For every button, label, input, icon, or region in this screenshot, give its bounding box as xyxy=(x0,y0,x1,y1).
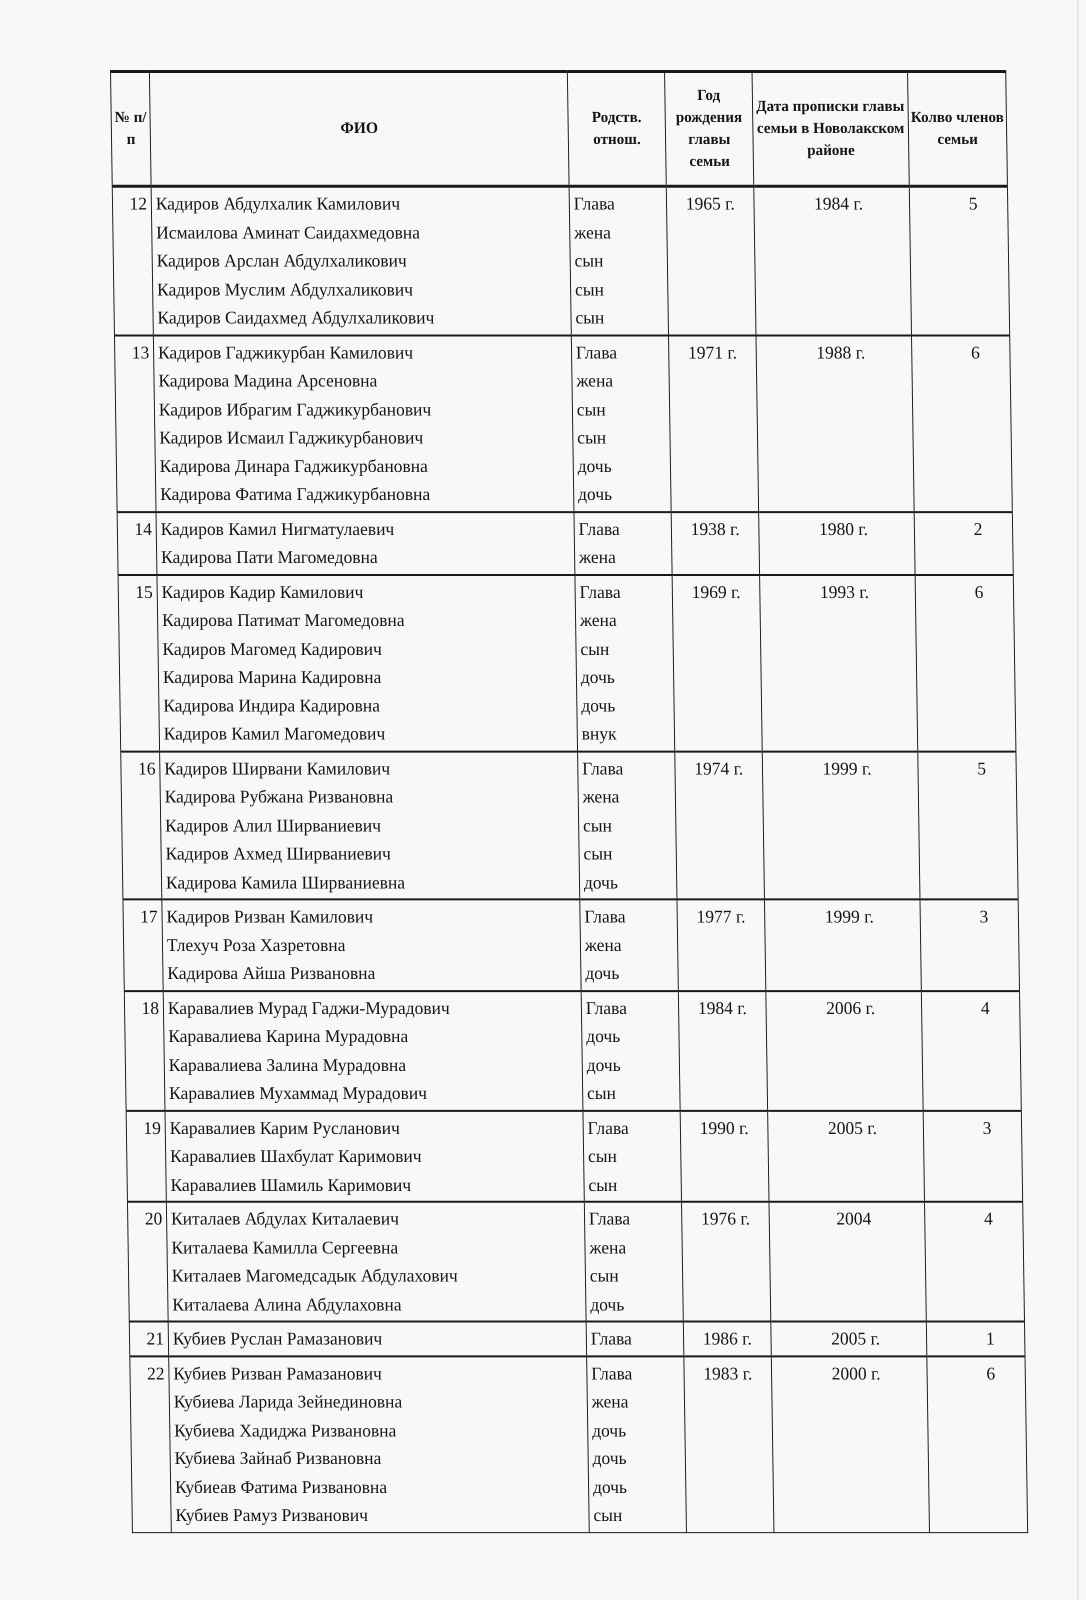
family-member-count: 3 xyxy=(923,1110,1023,1201)
member-relation: жена xyxy=(576,370,614,391)
header-row xyxy=(111,71,1008,186)
family-member-count: 1 xyxy=(926,1321,1025,1355)
member-name: Кадиров Муслим Абдулхаликович xyxy=(156,279,414,300)
family-row xyxy=(112,186,1009,335)
family-number: 17 xyxy=(123,899,163,990)
member-name: Кубиеав Фатима Ризвановна xyxy=(174,1476,388,1497)
member-name: Кадирова Мадина Арсеновна xyxy=(158,370,378,391)
head-birth-year: 1938 г. xyxy=(671,512,759,575)
head-registration-date: 1980 г. xyxy=(759,512,915,575)
head-birth-year: 1983 г. xyxy=(684,1356,774,1532)
head-registration-date: 1999 г. xyxy=(764,899,921,990)
family-number: 15 xyxy=(118,574,160,751)
member-name: Кадирова Динара Гаджикурбановна xyxy=(159,455,428,476)
family-row xyxy=(123,899,1020,990)
member-name: Каравалиева Залина Мурадовна xyxy=(168,1054,407,1075)
member-name: Кадиров Ризван Камилович xyxy=(166,906,374,927)
head-birth-year: 1965 г. xyxy=(666,186,756,335)
member-relation: Глава xyxy=(585,997,628,1018)
head-birth-year: 1986 г. xyxy=(683,1321,771,1355)
member-relation: Глава xyxy=(573,193,615,214)
member-name: Кадиров Арслан Абдулхаликович xyxy=(156,250,407,271)
member-name: Кадирова Марина Кадировна xyxy=(162,666,382,687)
member-relations xyxy=(578,751,677,899)
member-name: Кадиров Ширвани Камилович xyxy=(164,758,391,779)
member-relation: сын xyxy=(586,1082,617,1103)
member-name: Кадиров Камил Нигматулаевич xyxy=(160,518,395,539)
member-relations xyxy=(571,335,671,512)
member-relation: жена xyxy=(573,222,612,243)
family-row xyxy=(124,991,1021,1111)
family-row xyxy=(114,335,1012,512)
member-names xyxy=(156,512,575,575)
member-relations xyxy=(569,186,668,335)
family-row xyxy=(127,1202,1024,1322)
member-relations xyxy=(584,1202,683,1322)
member-name: Кадирова Фатима Гаджикурбановна xyxy=(159,484,431,505)
member-names xyxy=(160,751,580,899)
member-relation: Глава xyxy=(575,341,618,362)
header-member-count: Колво членов семьи xyxy=(908,71,1008,186)
member-names xyxy=(151,186,571,335)
member-relation: Глава xyxy=(588,1208,631,1229)
member-relation: сын xyxy=(574,279,605,300)
member-name: Каравалиев Шамиль Каримович xyxy=(170,1174,412,1195)
family-number: 12 xyxy=(112,186,153,335)
member-name: Киталаева Камилла Сергеевна xyxy=(171,1237,399,1258)
member-name: Кадиров Абдулхалик Камилович xyxy=(155,193,401,214)
head-birth-year: 1976 г. xyxy=(682,1202,771,1322)
member-relation: Глава xyxy=(584,906,626,927)
family-member-count: 6 xyxy=(927,1356,1028,1532)
head-registration-date: 1999 г. xyxy=(762,751,920,899)
table-header xyxy=(111,71,1008,186)
member-name: Кубиева Хадиджа Ризвановна xyxy=(174,1419,397,1440)
member-relation: сын xyxy=(575,307,605,328)
family-member-count: 4 xyxy=(921,991,1021,1111)
member-relation: Глава xyxy=(591,1362,633,1383)
member-relation: сын xyxy=(582,815,613,835)
member-relations xyxy=(583,1110,682,1201)
member-relations xyxy=(581,991,680,1111)
family-row xyxy=(129,1321,1025,1355)
head-birth-year: 1977 г. xyxy=(677,899,766,990)
family-number: 22 xyxy=(130,1356,172,1532)
member-relations xyxy=(587,1356,687,1532)
member-relation: жена xyxy=(589,1237,627,1258)
member-name: Кадирова Камила Ширваниевна xyxy=(165,871,406,892)
family-member-count: 6 xyxy=(915,574,1016,751)
member-name: Киталаева Алина Абдулаховна xyxy=(172,1294,402,1315)
header-no: № п/п xyxy=(111,71,152,186)
header-registration-date: Дата прописки главы семьи в Новолакском районе xyxy=(752,71,909,186)
member-relation: дочь xyxy=(586,1054,621,1075)
member-relation: Глава xyxy=(582,758,624,779)
member-relation: Глава xyxy=(587,1117,629,1138)
member-name: Кадирова Индира Кадировна xyxy=(163,695,381,716)
member-relation: дочь xyxy=(590,1294,625,1315)
head-registration-date: 1984 г. xyxy=(754,186,912,335)
head-registration-date: 2005 г. xyxy=(771,1321,927,1355)
member-name: Кадирова Рубжана Ризвановна xyxy=(164,786,394,807)
member-name: Каравалиев Карим Русланович xyxy=(169,1117,400,1138)
head-registration-date: 2000 г. xyxy=(771,1356,929,1532)
family-registry-table xyxy=(110,70,1028,1533)
family-number: 16 xyxy=(121,751,162,899)
table-body xyxy=(112,186,1027,1532)
family-number: 21 xyxy=(129,1321,168,1355)
member-relation: сын xyxy=(583,843,613,864)
member-name: Кадиров Кадир Камилович xyxy=(161,581,364,602)
member-relation: сын xyxy=(574,250,604,271)
head-birth-year: 1971 г. xyxy=(669,335,759,512)
member-relation: дочь xyxy=(585,963,620,984)
family-member-count: 5 xyxy=(909,186,1009,335)
member-relation: дочь xyxy=(592,1476,628,1497)
member-relation: жена xyxy=(591,1391,629,1412)
member-relation: жена xyxy=(578,547,616,568)
family-number: 14 xyxy=(117,512,157,575)
member-name: Исмаилова Аминат Саидахмедовна xyxy=(156,222,421,243)
member-name: Кадиров Алил Ширваниевич xyxy=(164,815,382,835)
member-relation: дочь xyxy=(577,455,612,476)
member-name: Кадиров Гаджикурбан Камилович xyxy=(157,341,414,362)
member-relations xyxy=(586,1321,684,1355)
member-names xyxy=(162,899,581,990)
member-relation: дочь xyxy=(591,1419,627,1440)
family-member-count: 5 xyxy=(918,751,1018,899)
member-names xyxy=(169,1356,590,1532)
family-number: 19 xyxy=(126,1110,166,1201)
header-birth-year: Год рождения главы семьи xyxy=(665,71,754,186)
member-relation: дочь xyxy=(577,484,613,505)
member-relation: дочь xyxy=(583,871,619,892)
member-name: Кадиров Саидахмед Абдулхаликович xyxy=(157,307,435,328)
family-number: 13 xyxy=(114,335,156,512)
family-row xyxy=(117,512,1013,575)
header-fio: ФИО xyxy=(149,71,569,186)
member-relations xyxy=(575,574,675,751)
family-row xyxy=(130,1356,1028,1532)
member-relation: сын xyxy=(593,1505,623,1526)
member-name: Киталаев Абдулах Киталаевич xyxy=(170,1208,400,1229)
family-member-count: 6 xyxy=(912,335,1013,512)
family-member-count: 4 xyxy=(925,1202,1025,1322)
member-names xyxy=(166,1202,586,1322)
head-registration-date: 1988 г. xyxy=(756,335,914,512)
head-birth-year: 1974 г. xyxy=(675,751,765,899)
page-edge xyxy=(1077,0,1079,1600)
member-name: Кадирова Пати Магомедовна xyxy=(160,547,378,568)
family-member-count: 2 xyxy=(914,512,1013,575)
member-relations xyxy=(574,512,672,575)
member-relations xyxy=(580,899,679,990)
member-names xyxy=(153,335,574,512)
head-registration-date: 2005 г. xyxy=(768,1110,925,1201)
member-relation: Глава xyxy=(578,518,620,539)
document-sheet xyxy=(110,70,1027,1533)
head-registration-date: 1993 г. xyxy=(760,574,918,751)
member-relation: внук xyxy=(581,723,617,744)
member-names xyxy=(157,574,578,751)
member-name: Кадиров Ахмед Ширваниевич xyxy=(165,843,392,864)
member-name: Каравалиев Шахбулат Каримович xyxy=(169,1145,422,1166)
family-number: 18 xyxy=(124,991,165,1111)
member-names xyxy=(163,991,583,1111)
member-name: Кубиева Ларида Зейнединовна xyxy=(173,1391,403,1412)
family-row xyxy=(121,751,1018,899)
member-relation: сын xyxy=(587,1145,618,1166)
head-birth-year: 1984 г. xyxy=(678,991,767,1111)
family-number: 20 xyxy=(127,1202,168,1322)
head-birth-year: 1969 г. xyxy=(672,574,762,751)
member-relation: дочь xyxy=(586,1026,621,1047)
member-relation: жена xyxy=(579,609,617,630)
member-relation: дочь xyxy=(581,695,616,716)
family-row xyxy=(118,574,1016,751)
head-registration-date: 2004 xyxy=(769,1202,926,1322)
member-relation: сын xyxy=(576,398,606,419)
family-member-count: 3 xyxy=(920,899,1020,990)
head-birth-year: 1990 г. xyxy=(680,1110,769,1201)
member-name: Киталаев Магомедсадык Абдулахович xyxy=(171,1265,458,1286)
member-name: Кадиров Ибрагим Гаджикурбанович xyxy=(158,398,432,419)
member-name: Каравалиев Мухаммад Мурадович xyxy=(168,1082,428,1103)
member-name: Кубиев Ризван Рамазанович xyxy=(173,1362,382,1383)
head-registration-date: 2006 г. xyxy=(766,991,923,1111)
member-name: Кубиева Зайнаб Ризвановна xyxy=(174,1448,382,1469)
member-relation: жена xyxy=(582,786,620,807)
member-name: Кадиров Магомед Кадирович xyxy=(162,638,382,659)
family-row xyxy=(126,1110,1023,1201)
member-name: Кубиев Руслан Рамазанович xyxy=(172,1328,383,1349)
member-relation: сын xyxy=(588,1174,618,1195)
member-name: Кадирова Патимат Магомедовна xyxy=(161,609,405,630)
member-name: Кадиров Исмаил Гаджикурбанович xyxy=(159,427,424,448)
member-relation: сын xyxy=(577,427,607,448)
member-name: Тлехуч Роза Хазретовна xyxy=(166,934,346,955)
member-relation: дочь xyxy=(580,666,615,687)
member-relation: жена xyxy=(584,934,622,955)
member-relation: сын xyxy=(580,638,610,659)
member-relation: дочь xyxy=(592,1448,627,1469)
member-name: Кубиев Рамуз Ризванович xyxy=(175,1505,369,1526)
member-name: Кадиров Камил Магомедович xyxy=(163,723,386,744)
member-relation: сын xyxy=(589,1265,619,1286)
member-name: Каравалиев Мурад Гаджи-Мурадович xyxy=(167,997,450,1018)
member-names xyxy=(168,1321,586,1355)
member-names xyxy=(165,1110,584,1201)
member-relation: Глава xyxy=(590,1328,632,1349)
member-name: Каравалиева Карина Мурадовна xyxy=(168,1026,409,1047)
header-relation: Родств. отнош. xyxy=(567,71,666,186)
member-name: Кадирова Айша Ризвановна xyxy=(167,963,376,984)
member-relation: Глава xyxy=(579,581,621,602)
